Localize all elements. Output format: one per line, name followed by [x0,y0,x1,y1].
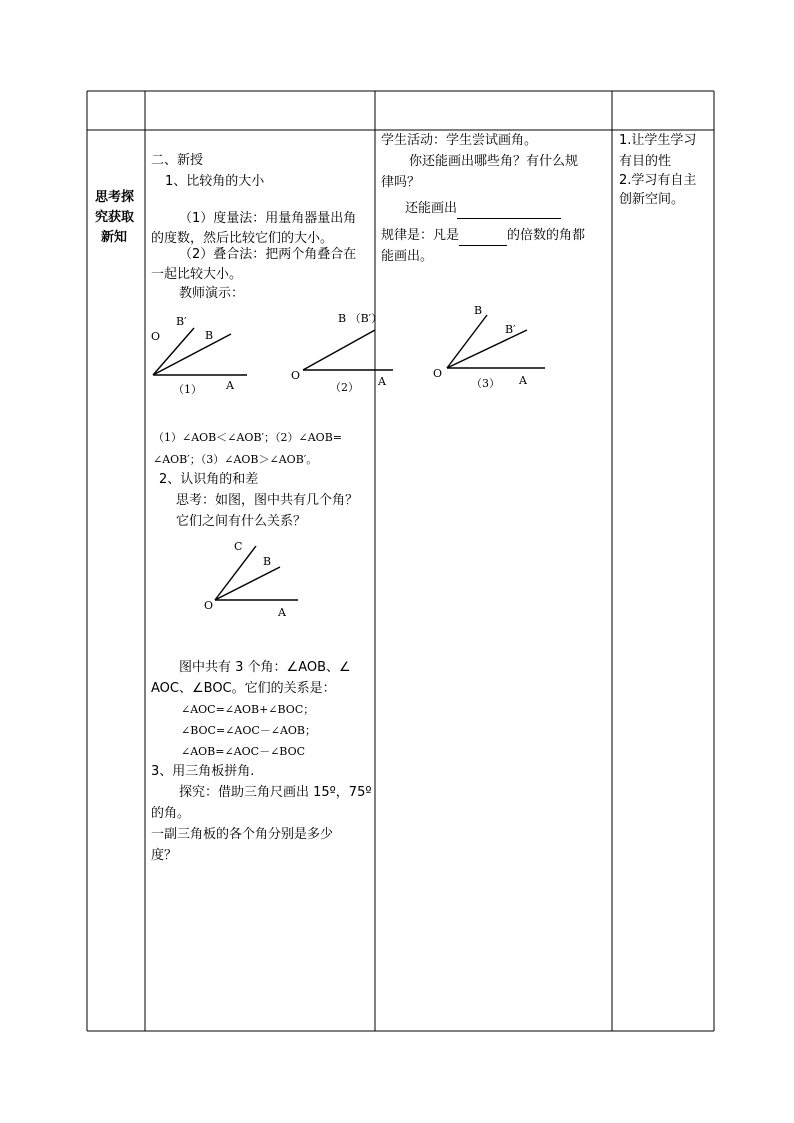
fig1-label-a: A [226,379,234,392]
fig2-label-o: O [291,369,301,382]
student-fill-line [405,199,561,219]
fig3-caption: （3） [471,377,500,390]
answer-blank[interactable] [457,204,561,219]
fig3-label-a: A [519,374,527,387]
explore-line: 的角。 [151,806,191,821]
intent-line: 有目的性 [619,154,672,169]
rule-blank[interactable] [459,231,507,246]
fig4-label-b: B [263,555,272,568]
stage-label-line: 究获取 [95,210,135,225]
method2-line: （2）叠合法：把两个角叠合在 [179,247,357,262]
fig2-ray-ob [303,330,375,370]
fig3-label-o: O [433,367,443,380]
method1-line: （1）度量法：用量角器量出角 [179,211,357,226]
item3-title: 3、用三角板拼角. [151,764,255,779]
student-rule-line [381,226,585,246]
rule-prefix: 规律是：凡是 [381,228,460,243]
fig4-label-c: C [234,540,243,553]
fig4-label-o: O [204,599,214,612]
think-line: 思考：如图，图中共有几个角？ [176,493,359,508]
demo-label: 教师演示： [179,286,245,301]
relation-line: ∠AOB=∠AOC－∠BOC [181,745,306,758]
fig3-label-bprime: B′ [505,323,516,336]
fig1-caption: （1） [173,383,202,396]
intent-line: 1.让学生学习 [619,133,697,148]
student-line: 你还能画出哪些角？有什么规 [409,154,579,169]
student-line: 学生活动：学生尝试画角。 [381,133,538,148]
fig2-label-a: A [378,375,386,388]
fig1-label-b: B [205,329,214,342]
fig4-ray-oc [215,546,256,600]
fig1-ray-ob [153,334,231,375]
compare-line: （1）∠AOB＜∠AOB′；（2）∠AOB= [153,431,342,444]
question-line: 度？ [151,848,178,863]
intent-line: 2.学习有自主 [619,173,697,188]
question-line: 一副三角板的各个角分别是多少 [151,827,334,842]
intent-line: 创新空间。 [619,192,685,207]
fig4-ray-ob [215,567,280,600]
relation-line: ∠AOC=∠AOB+∠BOC； [181,703,315,716]
fig3-ray-ob [447,315,487,368]
angle-sum-figure [195,535,315,620]
answer-line: 图中共有 3 个角：∠AOB、∠ [179,660,351,675]
stage-label-line: 新知 [101,230,128,245]
item1-title: 1、比较角的大小 [165,174,265,189]
fig3-label-b: B [474,304,483,317]
rule-suffix: 的倍数的角都 [507,228,586,243]
item2-title: 2、认识角的和差 [159,472,259,487]
stage-label-line: 思考探 [95,190,135,205]
fig4-label-a: A [278,606,286,619]
student-line: 律吗？ [381,175,421,190]
angle-comparison-figures [140,300,570,400]
explore-line: 探究：借助三角尺画出 15º，75º [179,785,372,800]
fig1-label-o: O [151,330,161,343]
think-line: 它们之间有什么关系？ [176,514,307,529]
fig2-caption: （2） [330,381,359,394]
compare-line: ∠AOB′；（3）∠AOB＞∠AOB′。 [153,453,318,466]
student-line: 能画出。 [381,249,434,264]
answer-line: AOC、∠BOC。它们的关系是： [151,681,336,696]
fig2-label-b: B （B′） [338,312,383,325]
fig1-label-bprime: B′ [176,315,187,328]
relation-line: ∠BOC=∠AOC－∠AOB； [181,724,317,737]
student-fill-label: 还能画出 [405,201,458,216]
section-title: 二、新授 [151,153,204,168]
method1-line: 的度数，然后比较它们的大小。 [151,231,334,246]
method2-line: 一起比较大小。 [151,267,243,282]
